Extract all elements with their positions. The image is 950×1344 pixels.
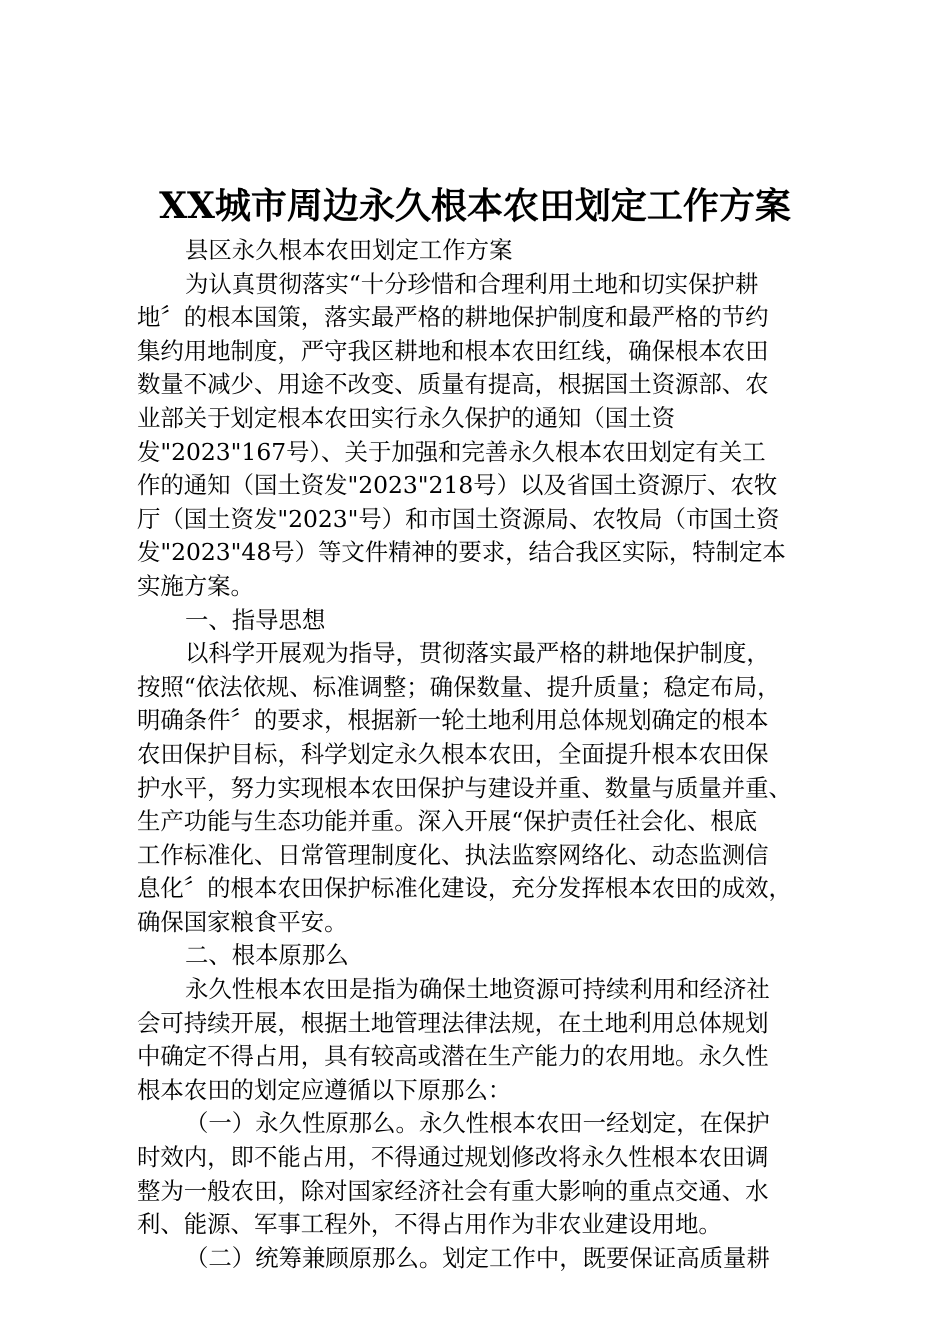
body-line: 时效内，即不能占用，不得通过规划修改将永久性根本农田调 xyxy=(137,1143,769,1172)
body-line: 农田保护目标，科学划定永久根本农田，全面提升根本农田保 xyxy=(137,739,769,768)
body-line: 护水平，努力实现根本农田保护与建设并重、数量与质量并重、 xyxy=(137,773,792,802)
body-line: 一、指导思想 xyxy=(185,605,326,634)
body-line: 明确条件〞的要求，根据新一轮土地利用总体规划确定的根本 xyxy=(137,706,769,735)
body-line: 业部关于划定根本农田实行永久保护的通知（国土资 xyxy=(137,403,675,432)
body-line: （二）统筹兼顾原那么。划定工作中，既要保证高质量耕 xyxy=(185,1243,770,1272)
body-line: 息化〞的根本农田保护标准化建设，充分发挥根本农田的成效， xyxy=(137,874,792,903)
body-line: 工作标准化、日常管理制度化、执法监察网络化、动态监测信 xyxy=(137,840,769,869)
body-line: 数量不减少、用途不改变、质量有提高，根据国土资源部、农 xyxy=(137,370,769,399)
body-line: 地〞的根本国策，落实最严格的耕地保护制度和最严格的节约 xyxy=(137,303,769,332)
body-line: 厅（国土资发"2023"号）和市国土资源局、农牧局（市国土资 xyxy=(137,504,780,533)
body-line: 为认真贯彻落实“十分珍惜和合理利用土地和切实保护耕 xyxy=(185,269,759,298)
body-line: 二、根本原那么 xyxy=(185,941,349,970)
body-line: 永久性根本农田是指为确保土地资源可持续利用和经济社 xyxy=(185,975,770,1004)
document-title: XX城市周边永久根本农田划定工作方案 xyxy=(159,185,791,227)
body-line: 县区永久根本农田划定工作方案 xyxy=(185,236,513,264)
body-line: 生产功能与生态功能并重。深入开展“保护责任社会化、根底 xyxy=(137,807,758,836)
body-line: （一）永久性原那么。永久性根本农田一经划定，在保护 xyxy=(185,1109,770,1138)
body-line: 会可持续开展，根据土地管理法律法规，在土地利用总体规划 xyxy=(137,1008,769,1037)
body-line: 发"2023"167号）、关于加强和完善永久根本农田划定有关工 xyxy=(137,437,766,466)
body-line: 利、能源、军事工程外，不得占用作为非农业建设用地。 xyxy=(137,1210,722,1239)
body-line: 集约用地制度，严守我区耕地和根本农田红线，确保根本农田 xyxy=(137,336,769,365)
body-line: 作的通知（国土资发"2023"218号）以及省国土资源厅、农牧 xyxy=(137,471,778,500)
document-body xyxy=(137,234,837,1275)
body-line: 按照“依法依规、标准调整；确保数量、提升质量；稳定布局， xyxy=(137,672,781,701)
body-line: 中确定不得占用，具有较高或潜在生产能力的农用地。永久性 xyxy=(137,1042,769,1071)
body-line: 以科学开展观为指导，贯彻落实最严格的耕地保护制度， xyxy=(185,639,770,668)
body-line: 整为一般农田，除对国家经济社会有重大影响的重点交通、水 xyxy=(137,1176,769,1205)
body-line: 根本农田的划定应遵循以下原那么： xyxy=(137,1075,512,1104)
body-line: 实施方案。 xyxy=(137,571,254,600)
body-line: 确保国家粮食平安。 xyxy=(137,907,348,936)
body-line: 发"2023"48号）等文件精神的要求，结合我区实际，特制定本 xyxy=(137,538,786,567)
